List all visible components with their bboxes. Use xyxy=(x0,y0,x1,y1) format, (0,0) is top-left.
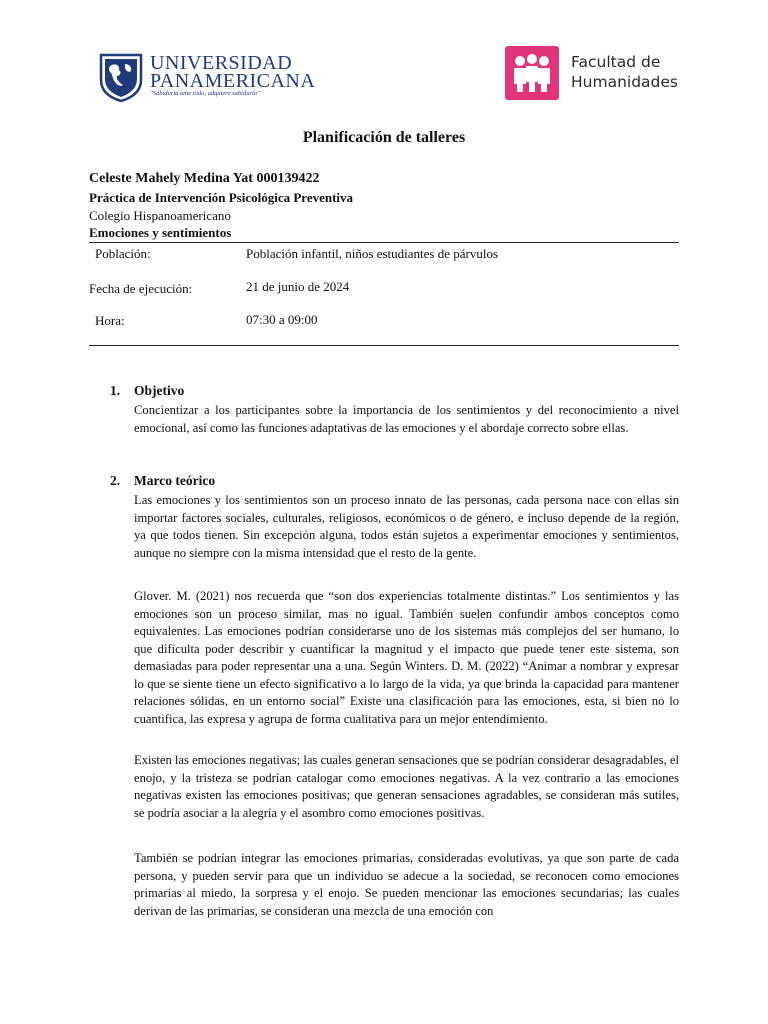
section-title-marco-teorico: Marco teórico xyxy=(134,473,216,488)
section-number: 2. xyxy=(110,473,121,488)
university-logo xyxy=(98,50,316,106)
school-name: Colegio Hispanoamericano xyxy=(89,208,231,223)
paragraph: Concientizar a los participantes sobre la importancia de los sentimientos y del reconocimiento a nivel emocional, así como las funciones adaptativas de las emociones y el abordaje correcto sobre ellas. xyxy=(134,403,679,435)
table-bottom-rule xyxy=(89,345,679,346)
faculty-icon-box xyxy=(505,46,559,100)
paragraph: Las emociones y los sentimientos son un proceso innato de las personas, cada persona nace con ellas sin importar factores sociales, culturales, religiosos, económicos o de género, e incluso depende de la región, ya que todos tienen. Sin excepción alguna, todos están sujetos a experimentar emociones y sentimientos, aunque no siempre con la misma intensidad que el resto de la gente. xyxy=(134,493,679,560)
section-number: 1. xyxy=(110,383,121,398)
paragraph: Glover. M. (2021) nos recuerda que “son dos experiencias totalmente distintas.” Los sentimientos y las emociones son un proceso similar, mas no igual. También suelen confundir ambos conceptos como equivalentes. Las emociones podrían considerarse uno de los sistemas más complejos del ser humano, lo que dificulta poder describir y cuantificar la magnitud y el impacto que puede tener este sistema, son demasiadas para poder representar una a una. Según Winters. D. M. (2022) “Animar a nombrar y expresar lo que se siente tiene un efecto significativo a lo largo de la vida, ya que brinda la capacidad para mantener relaciones sólidas, en un entorno social” Existe una clasificación para las emociones, esta, si bien no lo cuantifica, las expresa y agrupa de forma cualitativa para un mejor entendimiento. xyxy=(134,589,679,726)
people-group-icon xyxy=(505,46,559,100)
page-title: Planificación de talleres xyxy=(302,129,466,146)
paragraph: Existen las emociones negativas; las cuales generan sensaciones que se podrían considerar desagradables, el enojo, y la tristeza se podrían catalogar como emociones negativas. A la vez contrario a las emociones negativas existen las emociones positivas; que generan sensaciones agradables, se consideran más sutiles, se podría asociar a la alegría y el asombro como emociones positivas. xyxy=(134,753,679,820)
faculty-name: Facultad de Humanidades xyxy=(571,53,678,91)
time-label: Hora: xyxy=(95,313,125,328)
table-top-rule xyxy=(89,242,679,243)
date-value: 21 de junio de 2024 xyxy=(246,279,350,294)
workshop-topic: Emociones y sentimientos xyxy=(89,225,232,240)
university-motto: "Sabiduría ante todo, adquiere sabiduría" xyxy=(150,90,260,97)
university-crest-icon xyxy=(98,52,144,102)
student-name: Celeste Mahely Medina Yat 000139422 xyxy=(89,171,320,186)
date-label: Fecha de ejecución: xyxy=(89,281,193,296)
time-value: 07:30 a 09:00 xyxy=(246,312,318,327)
course-name: Práctica de Intervención Psicológica Preventiva xyxy=(89,190,354,205)
university-name: UNIVERSIDAD PANAMERICANA xyxy=(150,52,316,92)
population-value: Población infantil, niños estudiantes de párvulos xyxy=(246,246,499,261)
paragraph: También se podrían integrar las emociones primarias, consideradas evolutivas, ya que son parte de cada persona, y pueden servir para que un individuo se adecue a la sociedad, se reconocen como emociones primarias al miedo, la sorpresa y el enojo. Se pueden mencionar las emociones secundarias; las cuales derivan de las primarias, se consideran una mezcla de una emoción con xyxy=(134,851,679,918)
faculty-logo xyxy=(505,46,685,100)
population-label: Población: xyxy=(95,246,151,261)
section-title-objetivo: Objetivo xyxy=(134,383,185,398)
